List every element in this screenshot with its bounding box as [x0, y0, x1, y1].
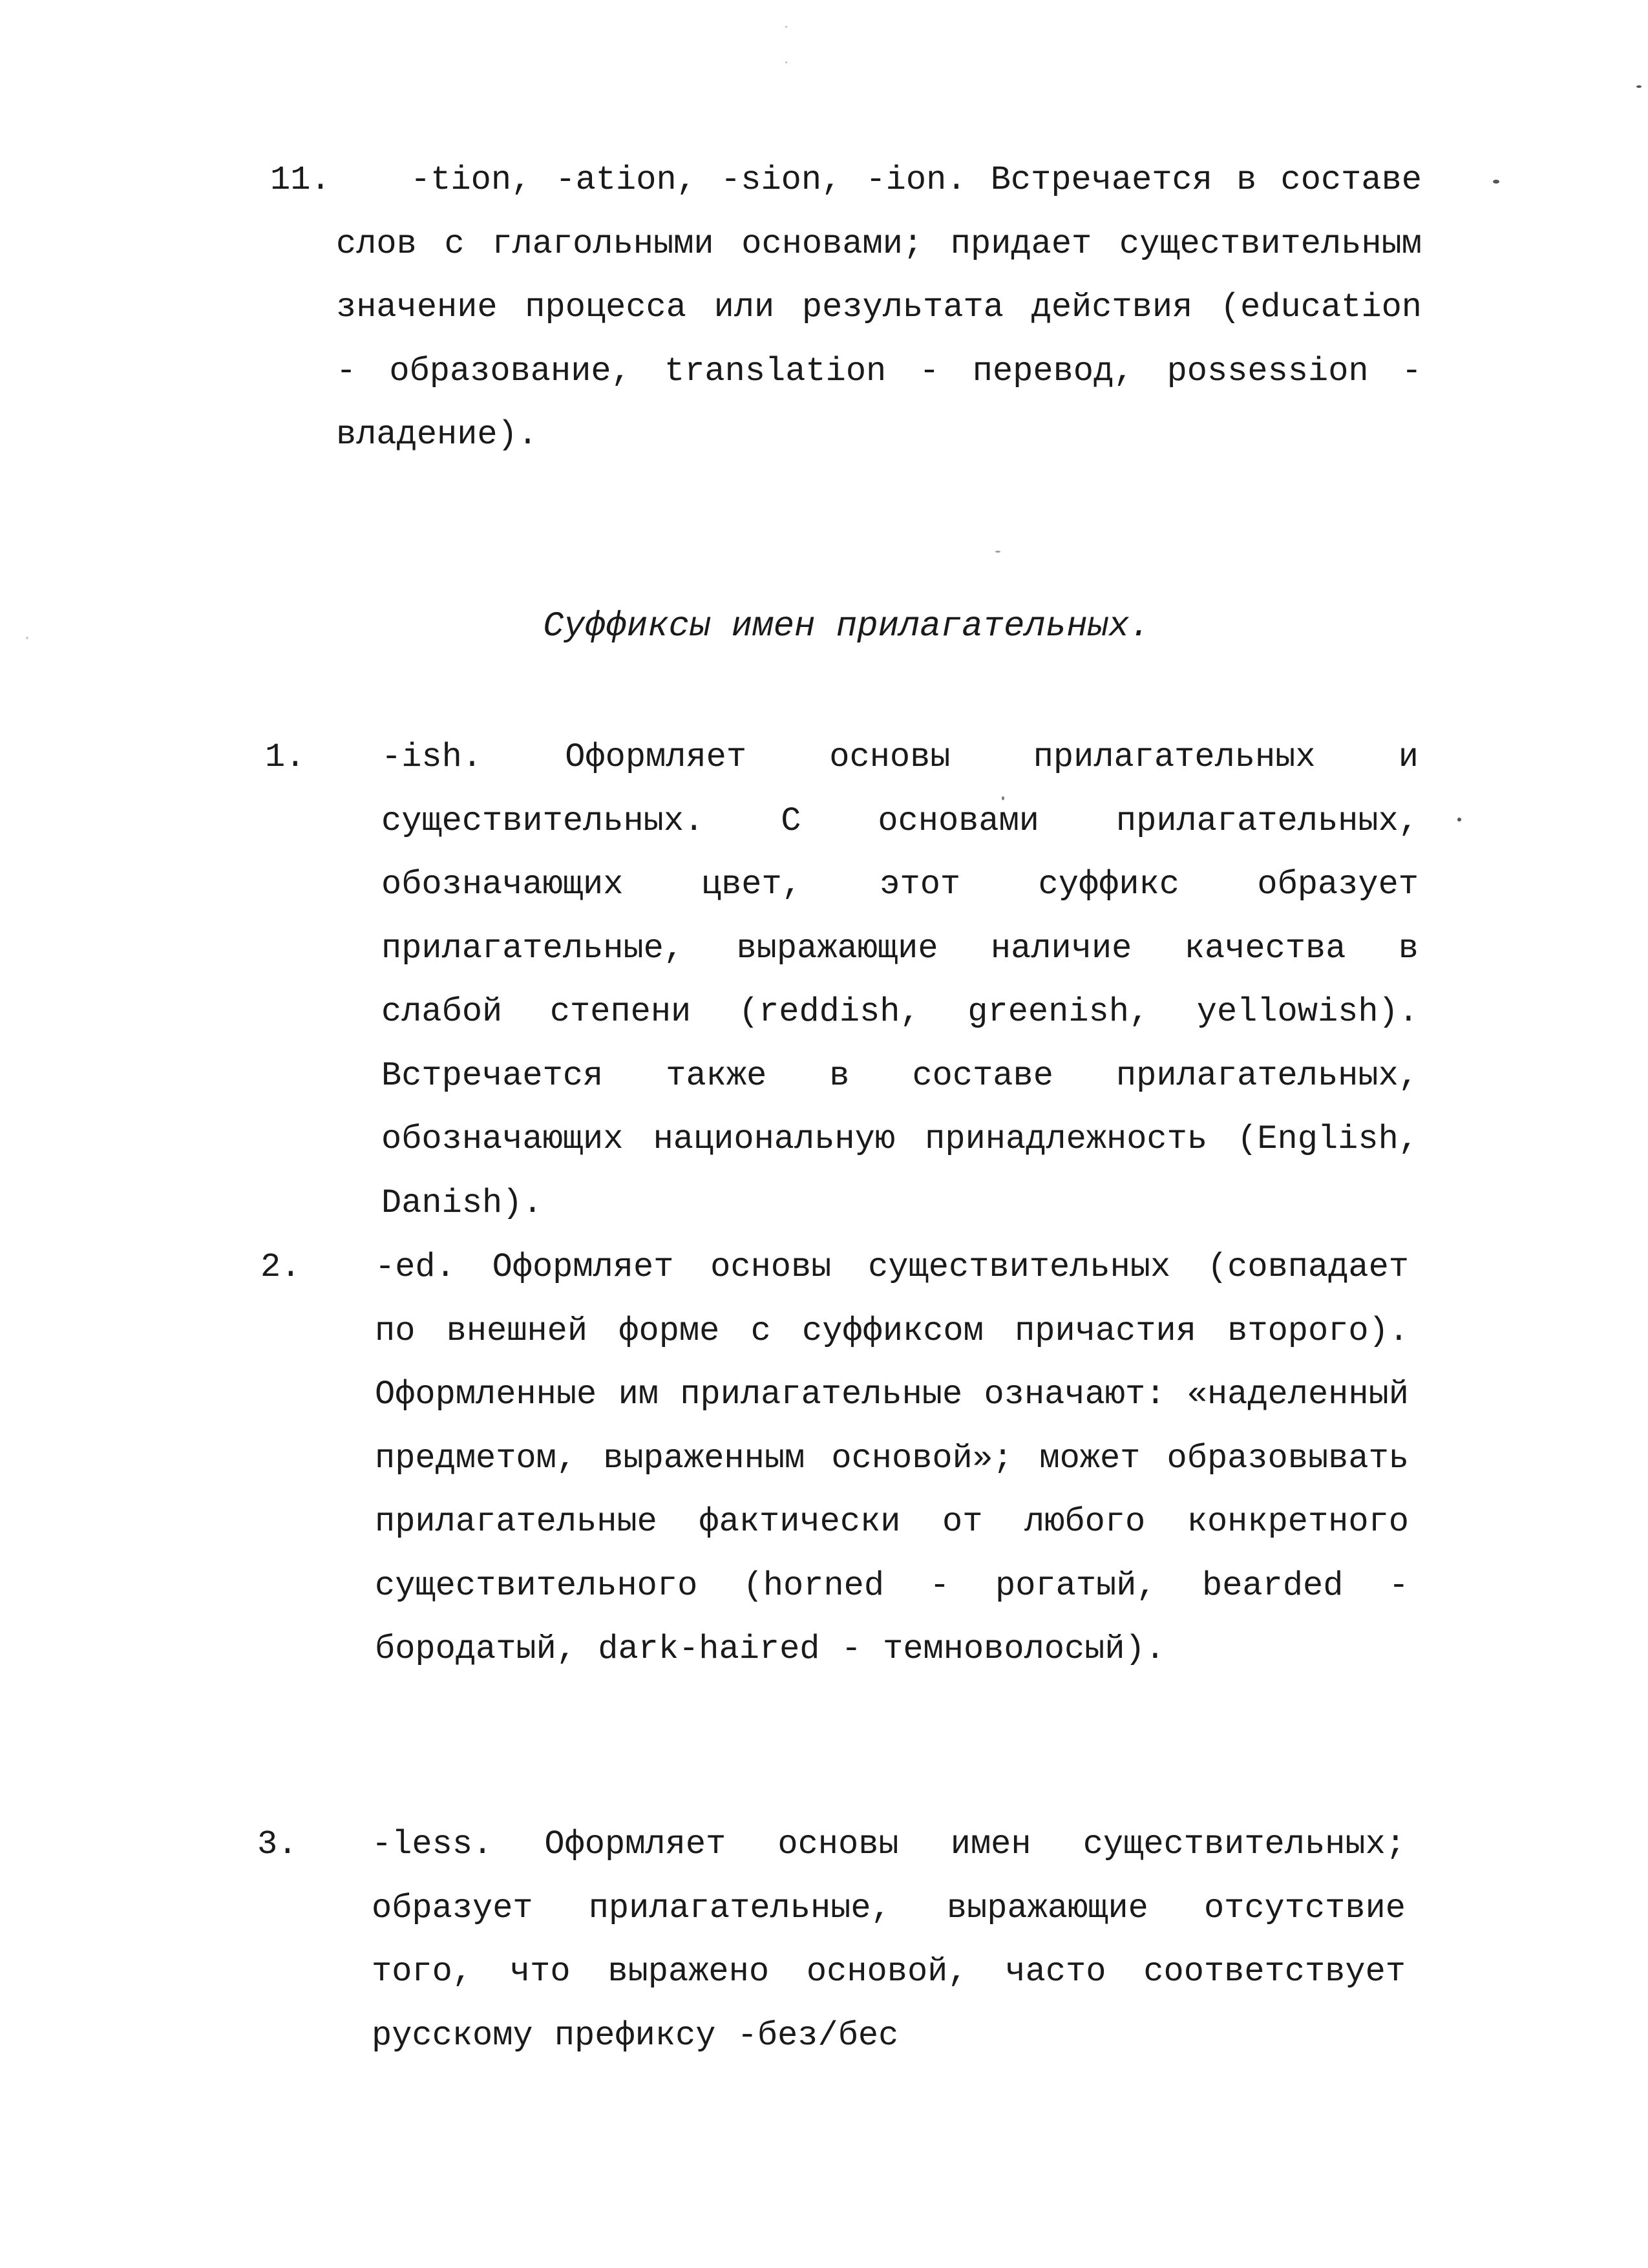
scan-speck — [1493, 180, 1499, 184]
scan-speck — [1636, 85, 1642, 88]
scan-speck — [785, 26, 787, 28]
item-text: -ish. Оформляет основы прилагательных и существительных. С основами прилагательных, обозначающих цвет, этот суффикс образует прилагательные, выражающие наличие качества в слабой степени (reddish, greenish, yellowish). Встречается также в составе прилагательных, обозначающих национальную принадлежность (English, Danish). — [381, 738, 1419, 1222]
item-number: 1. — [265, 738, 306, 776]
scan-speck — [995, 551, 1000, 553]
scan-speck — [26, 637, 28, 639]
scan-speck — [1002, 796, 1004, 800]
item-text: -less. Оформляет основы имен существительных; образует прилагательные, выражающие отсутствие того, что выражено основой, часто соответствует русскому префиксу -без/бес — [372, 1825, 1406, 2055]
section-heading: Суффиксы имен прилагательных. — [543, 607, 1150, 646]
scan-speck — [1457, 818, 1461, 821]
entry-text: -tion, -ation, -sion, -ion. Встречается в составе слов с глагольными основами; придает существительным значение процесса или результата действия (education - образование, translation - перевод, possession - владение). — [336, 161, 1422, 454]
item-number: 3. — [257, 1825, 298, 1863]
entry-number: 11. — [270, 161, 331, 199]
item-text: -ed. Оформляет основы существительных (совпадает по внешней форме с суффиксом причастия второго). Оформленные им прилагательные означают: «наделенный предметом, выраженным основой»; может образовывать прилагательные фактически от любого конкретного существительного (horned - рогатый, bearded - бородатый, dark-haired - темноволосый). — [375, 1248, 1409, 1668]
item-number: 2. — [260, 1248, 301, 1286]
scan-speck — [785, 61, 787, 63]
